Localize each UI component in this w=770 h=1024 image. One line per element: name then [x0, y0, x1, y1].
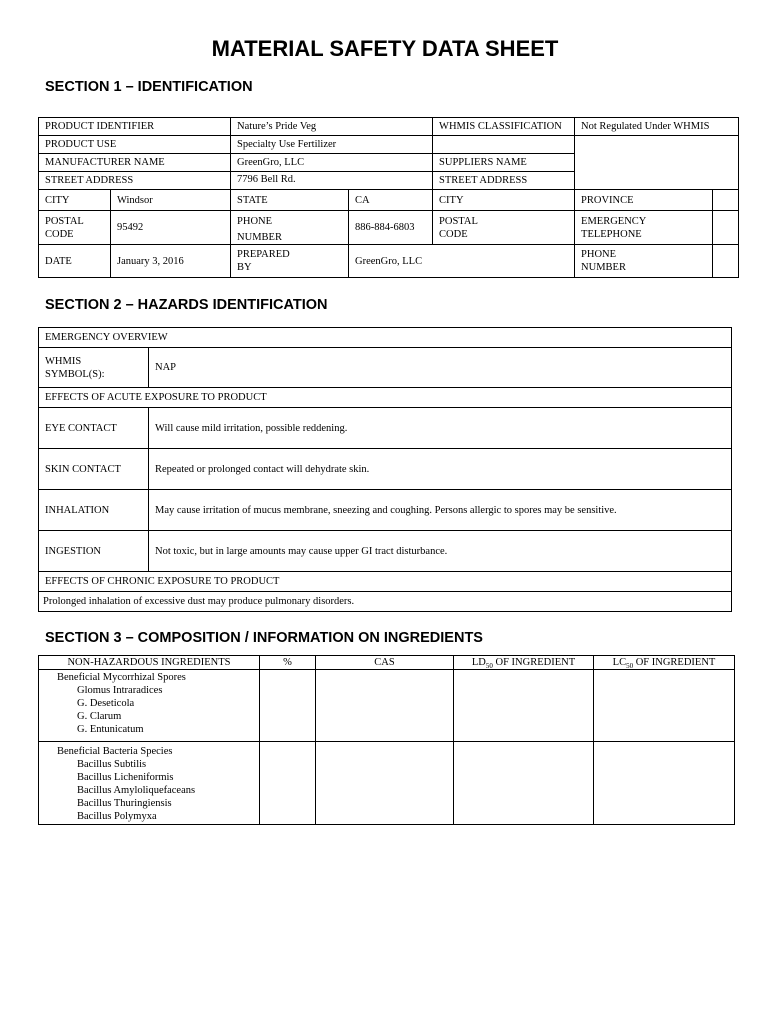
skin-contact-label: SKIN CONTACT [39, 449, 149, 490]
province-value [713, 190, 739, 211]
ingredient-group-name: Beneficial Mycorrhizal Spores [57, 672, 186, 683]
acute-exposure-heading: EFFECTS OF ACUTE EXPOSURE TO PRODUCT [39, 388, 732, 408]
postal-code-value: 95492 [111, 211, 231, 245]
whmis-symbols-label: WHMIS SYMBOL(S): [39, 348, 149, 388]
skin-contact-effect: Repeated or prolonged contact will dehydrate skin. [149, 449, 732, 490]
supplier-city-label: CITY [433, 190, 575, 211]
manufacturer-name-value: GreenGro, LLC [231, 154, 433, 172]
emergency-telephone-label: EMERGENCY TELEPHONE [575, 211, 713, 245]
percent-cell [260, 742, 316, 825]
city-value: Windsor [111, 190, 231, 211]
ingredient-item: Bacillus Polymyxa [77, 811, 157, 822]
ingredient-group-name: Beneficial Bacteria Species [57, 746, 173, 757]
whmis-blank-2 [575, 136, 739, 154]
percent-column-header: % [260, 656, 316, 670]
phone-number-value: 886-884-6803 [349, 211, 433, 245]
date-label: DATE [39, 245, 111, 278]
product-use-value: Specialty Use Fertilizer [231, 136, 433, 154]
ingredient-group-mycorrhizal [39, 670, 260, 742]
province-label: PROVINCE [575, 190, 713, 211]
whmis-blank-1 [433, 136, 575, 154]
suppliers-name-label: SUPPLIERS NAME [433, 154, 575, 172]
ld50-cell [454, 670, 594, 742]
ingestion-label: INGESTION [39, 531, 149, 572]
manufacturer-name-label: MANUFACTURER NAME [39, 154, 231, 172]
section-3-heading: SECTION 3 – COMPOSITION / INFORMATION ON INGREDIENTS [45, 630, 483, 646]
hazards-table [38, 327, 732, 612]
section-1-heading: SECTION 1 – IDENTIFICATION [45, 79, 253, 95]
ingredients-table [38, 655, 735, 825]
prepared-by-value: GreenGro, LLC [349, 245, 575, 278]
lc50-cell [594, 670, 735, 742]
inhalation-effect: May cause irritation of mucus membrane, sneezing and coughing. Persons allergic to spores may be sensitive. [149, 490, 732, 531]
section-2-heading: SECTION 2 – HAZARDS IDENTIFICATION [45, 297, 328, 313]
chronic-exposure-text: Prolonged inhalation of excessive dust may produce pulmonary disorders. [39, 592, 732, 612]
cas-cell [316, 670, 454, 742]
ingestion-effect: Not toxic, but in large amounts may cause upper GI tract disturbance. [149, 531, 732, 572]
product-use-label: PRODUCT USE [39, 136, 231, 154]
ingredient-item: Bacillus Subtilis [77, 759, 147, 770]
whmis-classification-value: Not Regulated Under WHMIS [575, 118, 739, 136]
state-value: CA [349, 190, 433, 211]
lc50-column-header: $LC_{50}$ OF INGREDIENT [594, 656, 735, 670]
street-address-value: 7796 Bell Rd. [231, 172, 433, 190]
supplier-postal-code-label: POSTAL CODE [433, 211, 575, 245]
emergency-telephone-value [713, 211, 739, 245]
ingredient-item: Bacillus Amyloliquefaceans [77, 785, 196, 796]
ingredient-item: G. Clarum [77, 711, 122, 722]
state-label: STATE [231, 190, 349, 211]
document-title: MATERIAL SAFETY DATA SHEET [211, 36, 559, 61]
eye-contact-label: EYE CONTACT [39, 408, 149, 449]
supplier-street-address-label: STREET ADDRESS [433, 172, 575, 190]
street-address-label: STREET ADDRESS [39, 172, 231, 190]
ld50-column-header: $LD_{50}$ OF INGREDIENT [454, 656, 594, 670]
ingredient-item: G. Deseticola [77, 698, 135, 709]
ingredient-item: G. Entunicatum [77, 724, 144, 735]
date-value: January 3, 2016 [111, 245, 231, 278]
ingredient-group-bacteria [39, 742, 260, 825]
city-label: CITY [39, 190, 111, 211]
supplier-phone-number-value [713, 245, 739, 278]
supplier-phone-number-label: PHONE NUMBER [575, 245, 713, 278]
supplier-street-address-value [575, 172, 739, 190]
ingredients-column-header: NON-HAZARDOUS INGREDIENTS [39, 656, 260, 670]
inhalation-label: INHALATION [39, 490, 149, 531]
cas-column-header: CAS [316, 656, 454, 670]
suppliers-name-value [575, 154, 739, 172]
whmis-symbols-value: NAP [149, 348, 732, 388]
ld50-cell [454, 742, 594, 825]
product-identifier-label: PRODUCT IDENTIFIER [39, 118, 231, 136]
lc50-cell [594, 742, 735, 825]
identification-table [38, 117, 739, 278]
postal-code-label: POSTAL CODE [39, 211, 111, 245]
whmis-classification-label: WHMIS CLASSIFICATION [433, 118, 575, 136]
ingredient-item: Bacillus Thuringiensis [77, 798, 172, 809]
chronic-exposure-heading: EFFECTS OF CHRONIC EXPOSURE TO PRODUCT [39, 572, 732, 592]
eye-contact-effect: Will cause mild irritation, possible reddening. [149, 408, 732, 449]
phone-number-label: PHONE NUMBER [231, 211, 349, 245]
product-identifier-value: Nature’s Pride Veg [231, 118, 433, 136]
percent-cell [260, 670, 316, 742]
cas-cell [316, 742, 454, 825]
emergency-overview-heading: EMERGENCY OVERVIEW [39, 328, 732, 348]
ingredient-item: Bacillus Licheniformis [77, 772, 174, 783]
ingredient-item: Glomus Intraradices [77, 685, 163, 696]
prepared-by-label: PREPARED BY [231, 245, 349, 278]
